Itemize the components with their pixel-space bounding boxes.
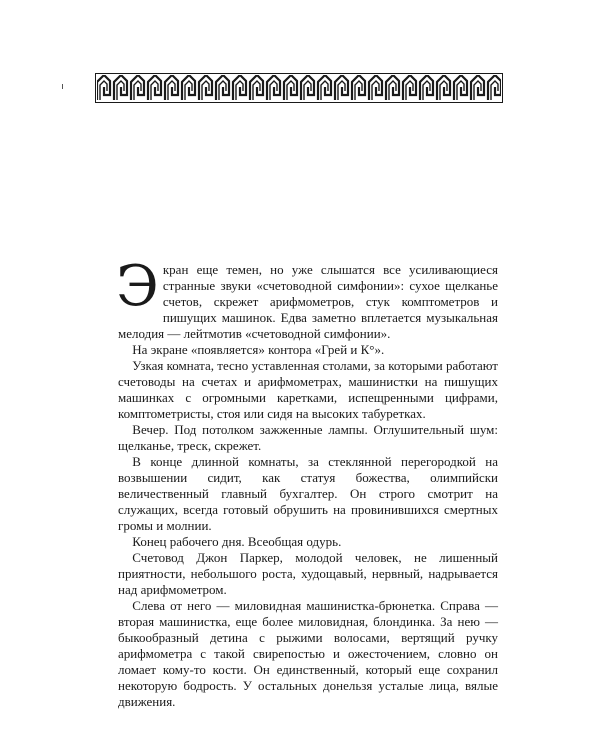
paragraph-narrow-room: Узкая комната, тесно уставленная столами, за которыми работают счетоводы на счетах и арифмометрах, машинистки на пишущих машинках с огромными каретками, испещренными цифрами, комптометристы, стоя или сидя на высоких табуретках. bbox=[118, 358, 498, 421]
paragraph-evening: Вечер. Под потолком зажженные лампы. Оглушительный шум: щелканье, треск, скрежет. bbox=[118, 422, 498, 453]
paragraph-typists: Слева от него — миловидная машинистка-брюнетка. Справа — вторая машинистка, еще более миловидная, блондинка. За нею — быкообразный детина с рыжими волосами, вертящий ручку арифмометра с такой свирепостью и ожесточением, словно он ломает кому-то кости. Он единственный, который еще сохранил некоторую бодрость. У остальных донельзя усталые лица, вялые движения. bbox=[118, 598, 498, 709]
margin-tick-mark bbox=[62, 84, 63, 89]
paragraph-john-parker: Счетовод Джон Паркер, молодой человек, не лишенный приятности, небольшого роста, худощавый, нервный, надрывается над арифмометром. bbox=[118, 550, 498, 597]
paragraph-chief-accountant: В конце длинной комнаты, за стеклянной перегородкой на возвышении сидит, как статуя божества, олимпийски величественный главный бухгалтер. Он строго смотрит на служащих, всегда готовый обрушить на провинившихся смертных громы и молнии. bbox=[118, 454, 498, 533]
chapter-text bbox=[116, 254, 498, 710]
greek-key-ornament-band bbox=[95, 73, 503, 103]
paragraph-office-appears: На экране «появляется» контора «Грей и К°». bbox=[132, 342, 385, 357]
drop-cap-letter: Э bbox=[116, 254, 159, 319]
opening-paragraph-text: кран еще темен, но уже слышатся все усиливающиеся странные звуки «счетоводной симфонии»: сухое щелканье счетов, скрежет арифмометров, стук комптометров и пишущих машинок. Едва заметно вплетается музыкальная мелодия — лейтмотив «счетоводной симфонии». bbox=[118, 262, 498, 341]
paragraph-end-of-day: Конец рабочего дня. Всеобщая одурь. bbox=[132, 534, 342, 549]
paragraph-opening bbox=[116, 254, 498, 342]
